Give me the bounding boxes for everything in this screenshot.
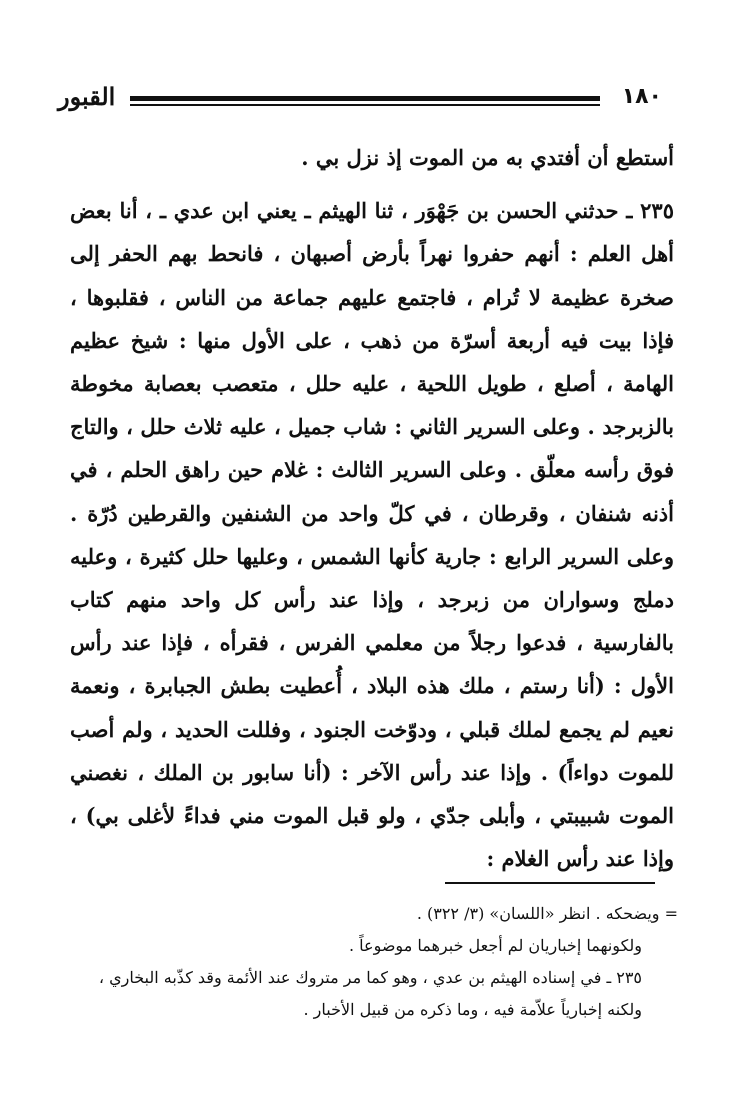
main-text — [70, 136, 674, 880]
page-number: ١٨٠ — [621, 84, 662, 109]
paragraph-235: ٢٣٥ ـ حدثني الحسن بن جَهْوَر ، ثنا الهيثم ـ يعني ابن عدي ـ ، أنا بعض أهل العلم : أنهم حفروا نهراً بأرض أصبهان ، فانحط بهم الحفر إلى صخرة عظيمة لا تُرام ، فاجتمع عليهم جماعة من الناس ، فقلبوها ، فإذا بيت فيه أربعة أسرّة من ذهب ، على الأول منها : شيخ عظيم الهامة ، أصلع ، طويل اللحية ، عليه حلل ، متعصب بعصابة مخوطة بالزبرجد . وعلى السرير الثاني : شاب جميل ، عليه ثلاث حلل ، والتاج فوق رأسه معلّق . وعلى السرير الثالث : غلام حين راهق الحلم ، في أذنه شنفان ، وقرطان ، في كلّ واحد من الشنفين والقرطين دُرّة . وعلى السرير الرابع : جارية كأنها الشمس ، وعليها حلل كثيرة ، وعليه دملج وسواران من زبرجد ، وإذا عند رأس كل واحد منهم كتاب بالفارسية ، فدعوا رجلاً من معلمي الفرس ، فقرأه ، فإذا عند رأس الأول : (أنا رستم ، ملك هذه البلاد ، أُعطيت بطش الجبابرة ، ونعمة نعيم لم يجمع لملك قبلي ، ودوّخت الجنود ، وفللت الحديد ، ولم أصب للموت دواءاً) . وإذا عند رأس الآخر : (أنا سابور بن الملك ، نغصني الموت شبيبتي ، وأبلى جدّي ، ولو قبل الموت مني فداءً لأغلى بي) ، وإذا عند رأس الغلام : — [70, 198, 674, 872]
footnote-separator — [445, 882, 655, 884]
footnote-235: ٢٣٥ ـ في إسناده الهيثم بن عدي ، وهو كما مر متروك عند الأئمة وقد كذّبه البخاري ، ولكنه إخبارياً علاّمة فيه ، وما ذكره من قبيل الأخبار . — [98, 968, 642, 1019]
paragraph-continuation: أستطع أن أفتدي به من الموت إذ نزل بي . — [301, 145, 674, 170]
header-rule-thick — [130, 96, 600, 101]
footnotes — [60, 898, 678, 1026]
page-header — [58, 78, 662, 118]
header-rule-thin — [130, 104, 600, 106]
footnote-line: ولكونهما إخباريان لم أجعل خبرهما موضوعاً . — [348, 936, 642, 955]
paragraph-gap — [70, 179, 674, 189]
footnote-continuation: = ويضحكه . انظر «اللسان» (٣/ ٣٢٢) . — [416, 904, 678, 923]
running-title: القبور — [58, 82, 116, 111]
